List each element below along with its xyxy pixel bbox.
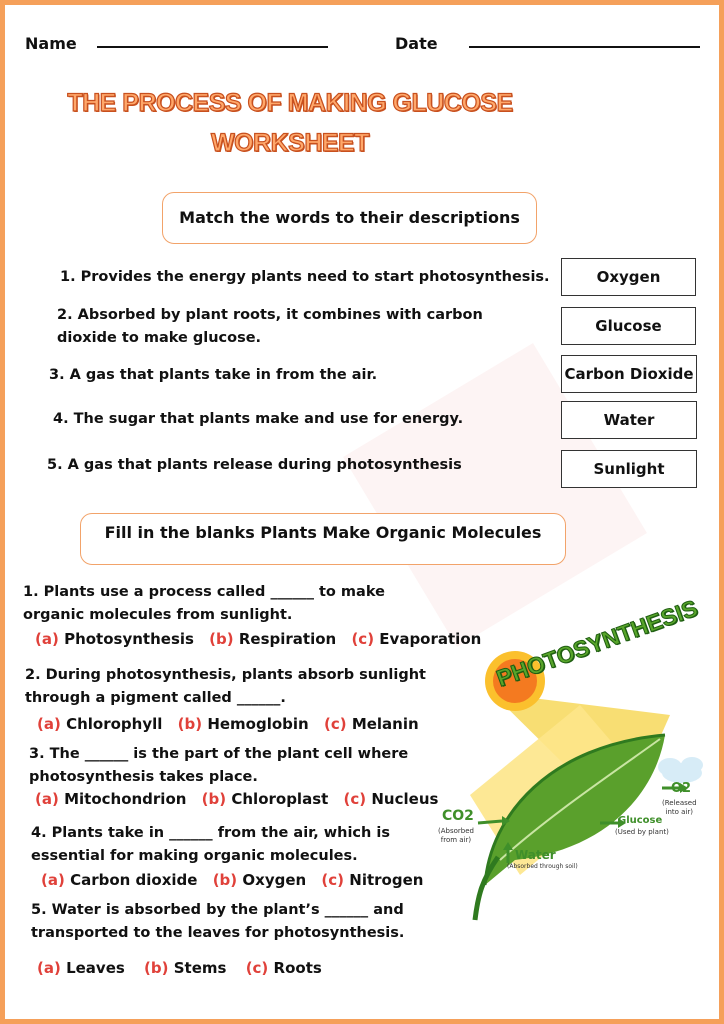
- o2-note-line2: into air): [665, 808, 693, 816]
- option-text[interactable]: Roots: [273, 959, 322, 977]
- option-letter: (b): [201, 790, 227, 808]
- match-item-4: 4. The sugar that plants make and use for energy.: [53, 411, 464, 427]
- option-text[interactable]: Melanin: [351, 715, 419, 733]
- option-letter: (b): [209, 630, 234, 648]
- option-letter: (c): [321, 871, 345, 889]
- option-text[interactable]: Nucleus: [371, 790, 439, 808]
- option-letter: (c): [323, 715, 347, 733]
- worksheet-title-line1: THE PROCESS OF MAKING GLUCOSE: [67, 89, 513, 117]
- match-item-2: 2. Absorbed by plant roots, it combines with carbon dioxide to make glucose.: [57, 307, 483, 346]
- cloud-icon: [658, 757, 703, 783]
- match-section-heading: Match the words to their descriptions: [162, 192, 537, 244]
- word-box-carbon-dioxide[interactable]: Carbon Dioxide: [561, 355, 697, 393]
- o2-note: [662, 799, 697, 817]
- o2-label: O2: [671, 781, 692, 796]
- word-box-water[interactable]: Water: [561, 401, 697, 439]
- worksheet-title-line2: WORKSHEET: [211, 129, 369, 157]
- fill-question-3-options: [35, 790, 438, 808]
- photosynthesis-banner-text: PHOTOSYNTHESIS: [493, 594, 701, 692]
- co2-label: CO2: [442, 808, 474, 824]
- option-letter: (b): [177, 715, 203, 733]
- fill-question-2: 2. During photosynthesis, plants absorb sunlight through a pigment called ______.: [25, 667, 426, 706]
- fill-question-2-options: [37, 715, 419, 733]
- option-text[interactable]: Respiration: [238, 630, 337, 648]
- glucose-label: Glucose: [618, 815, 663, 826]
- option-letter: (b): [144, 959, 169, 977]
- option-letter: (a): [37, 715, 61, 733]
- option-text[interactable]: Mitochondrion: [64, 790, 187, 808]
- fill-question-3: 3. The ______ is the part of the plant cell where photosynthesis takes place.: [29, 746, 409, 785]
- option-text[interactable]: Hemoglobin: [207, 715, 309, 733]
- option-text[interactable]: Evaporation: [379, 630, 482, 648]
- co2-note: [438, 827, 474, 845]
- o2-note-line1: (Released: [662, 799, 697, 807]
- fill-question-1-options: [35, 630, 481, 648]
- match-item-1: 1. Provides the energy plants need to start photosynthesis.: [60, 269, 550, 285]
- option-letter: (a): [35, 790, 59, 808]
- date-line[interactable]: [469, 46, 700, 48]
- fill-question-1: 1. Plants use a process called ______ to make organic molecules from sunlight.: [23, 584, 385, 623]
- date-label: Date: [395, 34, 438, 53]
- option-letter: (c): [245, 959, 269, 977]
- word-box-glucose[interactable]: Glucose: [561, 307, 696, 345]
- option-text[interactable]: Carbon dioxide: [70, 871, 198, 889]
- word-box-oxygen[interactable]: Oxygen: [561, 258, 696, 296]
- option-text[interactable]: Chlorophyll: [66, 715, 163, 733]
- option-text[interactable]: Leaves: [66, 959, 125, 977]
- option-letter: (b): [212, 871, 238, 889]
- option-letter: (a): [37, 959, 61, 977]
- fill-question-4-options: [41, 871, 423, 889]
- glucose-note: (Used by plant): [615, 828, 669, 836]
- option-letter: (a): [35, 630, 59, 648]
- fill-section-heading: Fill in the blanks Plants Make Organic Molecules: [80, 513, 566, 565]
- word-box-sunlight[interactable]: Sunlight: [561, 450, 697, 488]
- option-text[interactable]: Oxygen: [242, 871, 307, 889]
- option-letter: (a): [41, 871, 65, 889]
- water-note: (Absorbed through soil): [507, 863, 578, 870]
- option-letter: (c): [343, 790, 367, 808]
- match-item-5: 5. A gas that plants release during photosynthesis: [47, 457, 462, 473]
- option-text[interactable]: Photosynthesis: [64, 630, 194, 648]
- name-label: Name: [25, 34, 77, 53]
- option-letter: (c): [351, 630, 375, 648]
- option-text[interactable]: Stems: [173, 959, 227, 977]
- name-line[interactable]: [97, 46, 328, 48]
- water-label: Water: [515, 848, 556, 862]
- fill-question-5: 5. Water is absorbed by the plant’s ______ and transported to the leaves for photosynthesis.: [31, 902, 405, 941]
- co2-note-line2: from air): [440, 836, 472, 844]
- co2-arrow-icon: [478, 821, 502, 823]
- option-text[interactable]: Nitrogen: [349, 871, 424, 889]
- co2-note-line1: (Absorbed: [438, 827, 474, 835]
- match-item-3: 3. A gas that plants take in from the air.: [49, 367, 378, 383]
- fill-question-5-options: [37, 959, 322, 977]
- fill-question-4: 4. Plants take in ______ from the air, which is essential for making organic molecules.: [31, 825, 391, 864]
- option-text[interactable]: Chloroplast: [231, 790, 329, 808]
